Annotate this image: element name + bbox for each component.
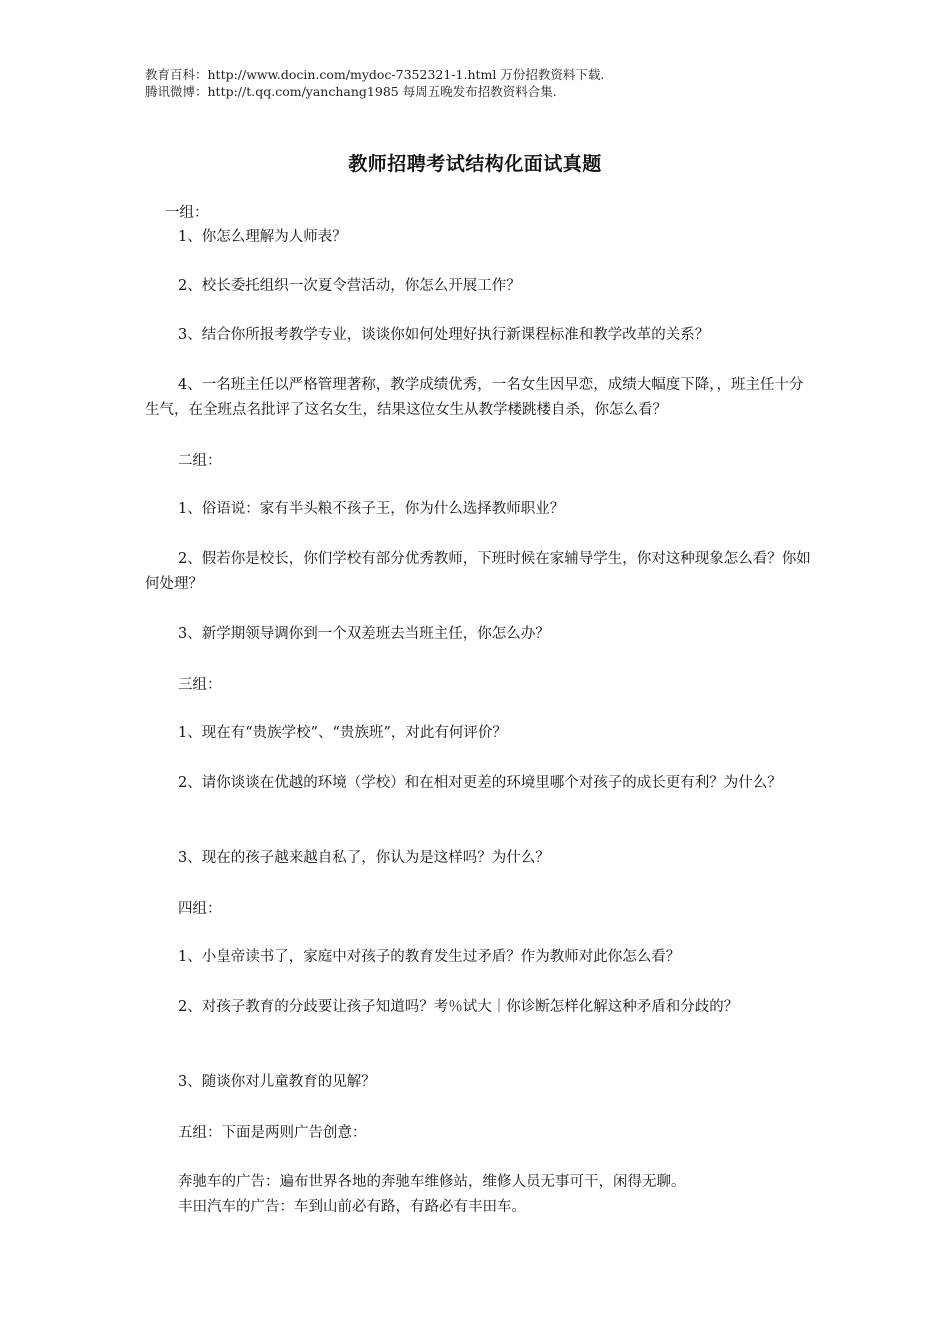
group-3-label: 三组： xyxy=(178,677,222,693)
group-2-question-3: 3、新学期领导调你到一个双差班去当班主任，你怎么办？ xyxy=(178,626,550,642)
group-4-question-1: 1、小皇帝读书了，家庭中对孩子的教育发生过矛盾？作为教师对此你怎么看？ xyxy=(178,949,681,965)
group-5-ad-1: 奔驰车的广告：遍布世界各地的奔驰车维修站，维修人员无事可干，闲得无聊。 xyxy=(178,1174,686,1190)
group-2-label: 二组： xyxy=(178,453,222,469)
group-1-label: 一组： xyxy=(165,205,209,221)
group-5-label: 五组：下面是两则广告创意： xyxy=(178,1125,367,1141)
group-1-question-4: 4、一名班主任以严格管理著称，教学成绩优秀，一名女生因早恋，成绩大幅度下降，，班主任十分生气，在全班点名批评了这名女生，结果这位女生从教学楼跳楼自杀，你怎么看？ xyxy=(145,377,804,418)
group-3-question-3: 3、现在的孩子越来越自私了，你认为是这样吗？为什么？ xyxy=(178,850,550,866)
page-header xyxy=(145,66,604,100)
group-1-question-1: 1、你怎么理解为人师表？ xyxy=(178,229,347,245)
group-3-question-1: 1、现在有“贵族学校”、“贵族班”，对此有何评价？ xyxy=(178,725,507,741)
group-4-question-3: 3、随谈你对儿童教育的见解？ xyxy=(178,1074,376,1090)
header-line-2: 腾讯微博：http://t.qq.com/yanchang1985 每周五晚发布招教资料合集. xyxy=(145,84,557,99)
group-1-question-3: 3、结合你所报考教学专业，谈谈你如何处理好执行新课程标准和教学改革的关系？ xyxy=(178,327,710,343)
header-line-1: 教育百科：http://www.docin.com/mydoc-7352321-1.html 万份招教资料下载. xyxy=(145,67,605,82)
document-title: 教师招聘考试结构化面试真题 xyxy=(348,153,602,175)
group-5-ad-2: 丰田汽车的广告：车到山前必有路，有路必有丰田车。 xyxy=(178,1199,526,1215)
group-2-question-1: 1、俗语说：家有半头粮不孩子王，你为什么选择教师职业？ xyxy=(178,501,565,517)
group-2-question-2: 2、假若你是校长，你们学校有部分优秀教师，下班时候在家辅导学生，你对这种现象怎么看？你如何处理？ xyxy=(145,551,811,592)
group-3-question-2: 2、请你谈谈在优越的环境（学校）和在相对更差的环境里哪个对孩子的成长更有利？为什么？ xyxy=(178,775,782,791)
group-1-question-2: 2、校长委托组织一次夏令营活动，你怎么开展工作？ xyxy=(178,278,521,294)
group-4-label: 四组： xyxy=(178,901,222,917)
group-4-question-2: 2、对孩子教育的分歧要让孩子知道吗？考％试大｜你诊断怎样化解这种矛盾和分歧的？ xyxy=(178,999,739,1015)
